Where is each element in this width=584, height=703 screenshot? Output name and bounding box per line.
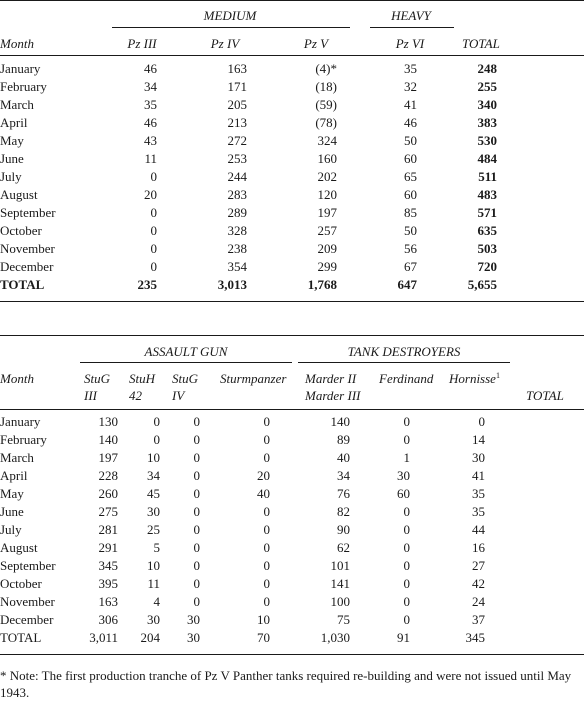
table-row [0, 78, 584, 96]
stuh42-cell: 0 [153, 432, 160, 447]
stug3-cell: 163 [98, 594, 118, 609]
pz3-cell: 11 [144, 151, 157, 166]
stug3-cell: 275 [98, 504, 118, 519]
stuh42-cell: 34 [147, 468, 160, 483]
stug4-cell: 0 [193, 432, 200, 447]
total-empty-cell [485, 557, 584, 575]
month-cell: May [0, 486, 24, 501]
group-rule-medium [112, 27, 350, 28]
table-row [0, 611, 584, 629]
pz4-cell: 213 [227, 115, 247, 130]
month-cell: July [0, 169, 22, 184]
month-cell: February [0, 432, 47, 447]
ferdinand-cell: 0 [403, 594, 410, 609]
pz5-cell: 324 [317, 133, 337, 148]
sturmpanzer-cell: 0 [263, 414, 270, 429]
spacer-cell [497, 96, 584, 114]
col-header-total-2: TOTAL [526, 388, 564, 403]
col-header-stug3-line1: StuG [84, 371, 110, 386]
stuh42-cell: 204 [140, 630, 160, 645]
ferdinand-cell: 0 [403, 414, 410, 429]
col-header-marder-line2: Marder III [305, 388, 361, 403]
table-row [0, 114, 584, 132]
stuh42-cell: 10 [147, 450, 160, 465]
month-cell: November [0, 594, 55, 609]
month-cell: August [0, 187, 38, 202]
table-row [0, 222, 584, 240]
total-cell: 483 [477, 187, 497, 202]
table-row [0, 557, 584, 575]
pz4-cell: 272 [227, 133, 247, 148]
total-cell: 635 [477, 223, 497, 238]
hornisse-cell: 16 [472, 540, 485, 555]
pz5-cell: (18) [315, 79, 337, 94]
pz3-cell: 34 [144, 79, 157, 94]
stug4-cell: 0 [193, 594, 200, 609]
stug4-cell: 0 [193, 468, 200, 483]
group-header-medium: MEDIUM [203, 8, 257, 23]
month-cell: February [0, 79, 47, 94]
pz4-cell: 171 [227, 79, 247, 94]
col-header-hornisse: Hornisse$^1$ [449, 371, 500, 386]
stug4-cell: 0 [193, 504, 200, 519]
ferdinand-cell: 0 [403, 432, 410, 447]
sturmpanzer-cell: 0 [263, 432, 270, 447]
group-rule-assault-gun [80, 362, 292, 363]
table-row [0, 60, 584, 78]
spacer-cell [497, 150, 584, 168]
hornisse-cell: 37 [472, 612, 485, 627]
pz3-cell: 35 [144, 97, 157, 112]
col-header-total: TOTAL [462, 36, 500, 51]
month-cell: TOTAL [0, 630, 42, 645]
marder-cell: 76 [337, 486, 350, 501]
table-row [0, 485, 584, 503]
stug3-cell: 345 [98, 558, 118, 573]
pz5-cell: 209 [317, 241, 337, 256]
table-row [0, 204, 584, 222]
stug3-cell: 130 [98, 414, 118, 429]
col-header-month: Month [0, 36, 34, 51]
marder-cell: 90 [337, 522, 350, 537]
col-header-ferdinand: Ferdinand [379, 371, 434, 386]
table1-bottom-rule [0, 301, 584, 302]
col-header-month-2: Month [0, 371, 34, 386]
pz6-cell: 50 [404, 223, 417, 238]
stug3-cell: 395 [98, 576, 118, 591]
stug4-cell: 0 [193, 414, 200, 429]
spacer-cell [497, 186, 584, 204]
table-row [0, 467, 584, 485]
pz6-cell: 46 [404, 115, 417, 130]
pz6-cell: 647 [397, 277, 417, 292]
stug4-cell: 0 [193, 540, 200, 555]
col-header-stug4-line2: IV [172, 388, 185, 403]
hornisse-cell: 24 [472, 594, 485, 609]
stuh42-cell: 45 [147, 486, 160, 501]
table-row [0, 593, 584, 611]
marder-cell: 100 [330, 594, 350, 609]
table-row [0, 96, 584, 114]
table-row [0, 168, 584, 186]
marder-cell: 140 [330, 414, 350, 429]
pz5-cell: 1,768 [307, 277, 337, 292]
ferdinand-cell: 0 [403, 522, 410, 537]
sturmpanzer-cell: 0 [263, 558, 270, 573]
pz4-cell: 328 [227, 223, 247, 238]
col-header-stuh42-line1: StuH [129, 371, 155, 386]
footnote-marker-1: 1 [495, 371, 500, 380]
spacer-cell [497, 132, 584, 150]
stug3-cell: 228 [98, 468, 118, 483]
month-cell: April [0, 115, 28, 130]
table-total-row [0, 629, 584, 647]
sturmpanzer-cell: 0 [263, 594, 270, 609]
sturmpanzer-cell: 0 [263, 522, 270, 537]
pz4-cell: 205 [227, 97, 247, 112]
ferdinand-cell: 0 [403, 558, 410, 573]
stug4-cell: 0 [193, 576, 200, 591]
stuh42-cell: 30 [147, 504, 160, 519]
marder-cell: 101 [330, 558, 350, 573]
table-row [0, 413, 584, 431]
table2-top-rule [0, 335, 584, 336]
marder-cell: 1,030 [320, 630, 350, 645]
total-cell: 530 [477, 133, 497, 148]
pz6-cell: 35 [404, 61, 417, 76]
total-empty-cell [485, 431, 584, 449]
marder-cell: 40 [337, 450, 350, 465]
group-rule-heavy [370, 27, 454, 28]
table-row [0, 240, 584, 258]
month-cell: September [0, 205, 56, 220]
spacer-cell [497, 78, 584, 96]
month-cell: October [0, 576, 42, 591]
pz6-cell: 67 [404, 259, 417, 274]
stug4-cell: 0 [193, 522, 200, 537]
stuh42-cell: 11 [147, 576, 160, 591]
pz6-cell: 41 [404, 97, 417, 112]
total-empty-cell [485, 449, 584, 467]
total-cell: 255 [477, 79, 497, 94]
ferdinand-cell: 0 [403, 576, 410, 591]
spacer-cell [497, 168, 584, 186]
table-total-row [0, 276, 584, 294]
group-header-heavy: HEAVY [391, 8, 431, 23]
ferdinand-cell: 91 [397, 630, 410, 645]
col-header-marder-line1: Marder II [305, 371, 357, 386]
month-cell: March [0, 97, 34, 112]
hornisse-cell: 14 [472, 432, 485, 447]
pz5-cell: (59) [315, 97, 337, 112]
table-row [0, 539, 584, 557]
marder-cell: 141 [330, 576, 350, 591]
total-cell: 571 [477, 205, 497, 220]
pz3-cell: 43 [144, 133, 157, 148]
stug3-cell: 281 [98, 522, 118, 537]
table-row [0, 186, 584, 204]
table2-bottom-rule [0, 654, 584, 655]
month-cell: October [0, 223, 42, 238]
pz4-cell: 163 [227, 61, 247, 76]
total-empty-cell [485, 593, 584, 611]
stuh42-cell: 0 [153, 414, 160, 429]
month-cell: September [0, 558, 56, 573]
col-header-sturmpanzer: Sturmpanzer [220, 371, 287, 386]
stuh42-cell: 10 [147, 558, 160, 573]
spacer-cell [497, 114, 584, 132]
stug3-cell: 306 [98, 612, 118, 627]
group-rule-tank-destroyers [298, 362, 510, 363]
spacer-cell [497, 276, 584, 294]
pz5-cell: 202 [317, 169, 337, 184]
table2-header-rule [0, 409, 584, 410]
hornisse-cell: 345 [465, 630, 485, 645]
pz5-cell: 120 [317, 187, 337, 202]
pz5-cell: 299 [317, 259, 337, 274]
pz4-cell: 238 [227, 241, 247, 256]
stug3-cell: 197 [98, 450, 118, 465]
total-cell: 5,655 [467, 277, 497, 292]
sturmpanzer-cell: 70 [257, 630, 270, 645]
stug3-cell: 260 [98, 486, 118, 501]
tank-production-table [0, 60, 584, 294]
month-cell: May [0, 133, 24, 148]
stug3-cell: 140 [98, 432, 118, 447]
hornisse-cell: 30 [472, 450, 485, 465]
group-header-assault-gun: ASSAULT GUN [144, 344, 228, 359]
total-empty-cell [485, 539, 584, 557]
spacer-cell [497, 204, 584, 222]
assault-gun-production-table [0, 413, 584, 647]
table-row [0, 575, 584, 593]
stuh42-cell: 30 [147, 612, 160, 627]
month-cell: June [0, 151, 24, 166]
hornisse-cell: 42 [472, 576, 485, 591]
stug4-cell: 30 [187, 612, 200, 627]
total-empty-cell [485, 521, 584, 539]
sturmpanzer-cell: 40 [257, 486, 270, 501]
table1-header-rule [0, 55, 584, 56]
ferdinand-cell: 0 [403, 540, 410, 555]
stug4-cell: 0 [193, 486, 200, 501]
col-header-stug4-line1: StuG [172, 371, 198, 386]
pz3-cell: 46 [144, 61, 157, 76]
hornisse-cell: 35 [472, 504, 485, 519]
month-cell: June [0, 504, 24, 519]
pz5-cell: (4)* [315, 61, 337, 76]
month-cell: January [0, 61, 41, 76]
pz5-cell: 197 [317, 205, 337, 220]
col-header-pz5: Pz V [303, 36, 329, 51]
marder-cell: 89 [337, 432, 350, 447]
stug4-cell: 0 [193, 450, 200, 465]
table-row [0, 150, 584, 168]
month-cell: January [0, 414, 41, 429]
col-header-stug3-line2: III [84, 388, 97, 403]
pz5-cell: 257 [317, 223, 337, 238]
footnote: * Note: The first production tranche of Pz V Panther tanks required re-building and were not issued until May 1943. [0, 668, 572, 700]
pz6-cell: 56 [404, 241, 417, 256]
table-row [0, 449, 584, 467]
pz3-cell: 0 [150, 259, 157, 274]
hornisse-cell: 0 [478, 414, 485, 429]
ferdinand-cell: 0 [403, 612, 410, 627]
group-header-tank-destroyers: TANK DESTROYERS [347, 344, 461, 359]
month-cell: July [0, 522, 22, 537]
pz3-cell: 0 [150, 169, 157, 184]
stug3-cell: 3,011 [89, 630, 118, 645]
pz4-cell: 253 [227, 151, 247, 166]
pz4-cell: 289 [227, 205, 247, 220]
total-empty-cell [485, 503, 584, 521]
stuh42-cell: 4 [153, 594, 160, 609]
table1-top-rule [0, 0, 584, 1]
marder-cell: 34 [337, 468, 350, 483]
ferdinand-cell: 1 [403, 450, 410, 465]
spacer-cell [497, 60, 584, 78]
marder-cell: 82 [337, 504, 350, 519]
sturmpanzer-cell: 20 [257, 468, 270, 483]
col-header-pz4: Pz IV [210, 36, 240, 51]
pz3-cell: 0 [150, 223, 157, 238]
hornisse-cell: 41 [472, 468, 485, 483]
spacer-cell [497, 240, 584, 258]
total-cell: 340 [477, 97, 497, 112]
pz6-cell: 60 [404, 151, 417, 166]
pz6-cell: 50 [404, 133, 417, 148]
total-empty-cell [485, 575, 584, 593]
table-row [0, 431, 584, 449]
pz4-cell: 3,013 [217, 277, 247, 292]
col-header-stuh42-line2: 42 [129, 388, 142, 403]
total-cell: 484 [477, 151, 497, 166]
pz6-cell: 65 [404, 169, 417, 184]
stuh42-cell: 5 [153, 540, 160, 555]
hornisse-cell: 35 [472, 486, 485, 501]
spacer-cell [497, 222, 584, 240]
month-cell: December [0, 259, 54, 274]
pz6-cell: 60 [404, 187, 417, 202]
table-row [0, 503, 584, 521]
sturmpanzer-cell: 0 [263, 504, 270, 519]
stug4-cell: 0 [193, 558, 200, 573]
pz4-cell: 354 [227, 259, 247, 274]
spacer-cell [497, 258, 584, 276]
total-cell: 511 [478, 169, 497, 184]
hornisse-cell: 44 [472, 522, 485, 537]
total-cell: 720 [477, 259, 497, 274]
total-empty-cell [485, 611, 584, 629]
col-header-pz6: Pz VI [395, 36, 425, 51]
pz3-cell: 46 [144, 115, 157, 130]
table-row [0, 258, 584, 276]
month-cell: August [0, 540, 38, 555]
sturmpanzer-cell: 0 [263, 540, 270, 555]
table-row [0, 521, 584, 539]
total-empty-cell [485, 629, 584, 647]
pz4-cell: 283 [227, 187, 247, 202]
ferdinand-cell: 60 [397, 486, 410, 501]
ferdinand-cell: 30 [397, 468, 410, 483]
pz3-cell: 20 [144, 187, 157, 202]
stuh42-cell: 25 [147, 522, 160, 537]
pz5-cell: (78) [315, 115, 337, 130]
marder-cell: 75 [337, 612, 350, 627]
total-cell: 248 [477, 61, 497, 76]
pz3-cell: 0 [150, 205, 157, 220]
total-empty-cell [485, 467, 584, 485]
stug4-cell: 30 [187, 630, 200, 645]
table-row [0, 132, 584, 150]
stug3-cell: 291 [98, 540, 118, 555]
pz3-cell: 0 [150, 241, 157, 256]
pz6-cell: 85 [404, 205, 417, 220]
sturmpanzer-cell: 10 [257, 612, 270, 627]
total-empty-cell [485, 485, 584, 503]
ferdinand-cell: 0 [403, 504, 410, 519]
total-cell: 503 [477, 241, 497, 256]
pz3-cell: 235 [137, 277, 157, 292]
total-cell: 383 [477, 115, 497, 130]
month-cell: November [0, 241, 55, 256]
month-cell: April [0, 468, 28, 483]
marder-cell: 62 [337, 540, 350, 555]
total-empty-cell [485, 413, 584, 431]
month-cell: December [0, 612, 54, 627]
hornisse-cell: 27 [472, 558, 485, 573]
sturmpanzer-cell: 0 [263, 450, 270, 465]
pz6-cell: 32 [404, 79, 417, 94]
sturmpanzer-cell: 0 [263, 576, 270, 591]
month-cell: March [0, 450, 34, 465]
pz5-cell: 160 [317, 151, 337, 166]
col-header-pz3: Pz III [127, 36, 157, 51]
month-cell: TOTAL [0, 277, 45, 292]
pz4-cell: 244 [227, 169, 247, 184]
